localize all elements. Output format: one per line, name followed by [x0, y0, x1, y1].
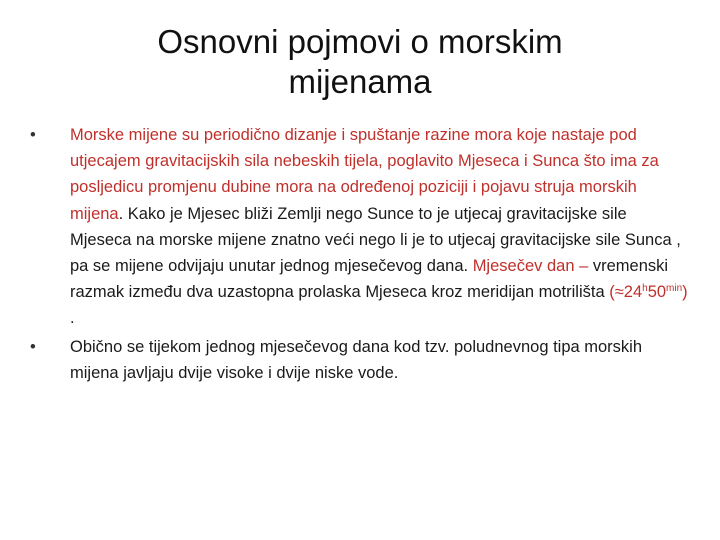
semidiurnal-text: Obično se tijekom jednog mjesečevog dana kod tzv. poludnevnog tipa morskih mijena javljaju dvije visoke i dvije niske vode.: [70, 337, 643, 382]
bullet-item-semidiurnal: [30, 334, 690, 386]
lunar-day-term: Mjesečev dan –: [472, 257, 589, 276]
tide-definition: Morske mijene su periodično dizanje i spuštanje razine mora koje nastaje pod utjecajem gravitacijskih sila nebeskih tijela, poglavito Mjeseca i Sunca što ima za posljedicu promjenu dubine mora na određenoj poziciji i pojavu struja morskih mijena: [70, 126, 659, 223]
bullet-marker: •: [30, 126, 36, 144]
lunar-day-value-minutes: 50: [647, 283, 667, 302]
slide-title: [60, 22, 660, 102]
minutes-unit: min: [666, 283, 683, 295]
title-line-2: mijenama: [288, 63, 432, 100]
bullet-item-definition: [30, 122, 690, 332]
tide-explanation: . Kako je Mjesec bliži Zemlji nego Sunce to je utjecaj gravitacijske sile Mjeseca na morske mijene znatno veći nego li je to utjecaj gravitacijske sile Sunca , pa se mijene odvijaju unutar jednog mjesečevog dana.: [70, 204, 681, 276]
bullet-list: [30, 122, 690, 388]
lunar-day-definition: vremenski razmak između dva uzastopna prolaska Mjeseca kroz meridijan motrilišta: [70, 257, 669, 302]
hours-unit: h: [642, 283, 648, 295]
lunar-day-value-open: (≈24: [609, 283, 643, 302]
title-line-1: Osnovni pojmovi o morskim: [157, 23, 563, 60]
lunar-day-value-close: ): [682, 283, 688, 302]
lunar-day-value: [609, 283, 687, 301]
bullet-end: .: [70, 309, 75, 328]
bullet-marker: •: [30, 337, 36, 356]
